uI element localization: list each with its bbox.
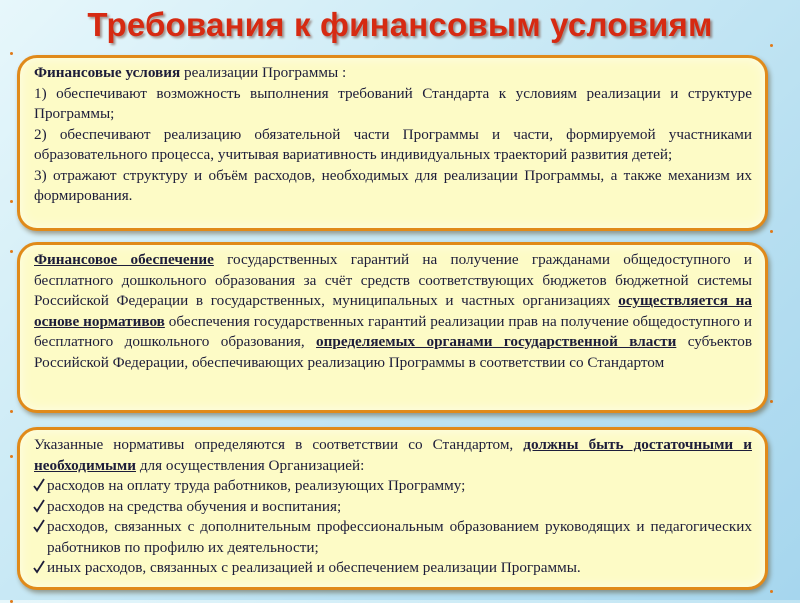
- panel2-term: Финансовое обеспечение: [34, 251, 214, 268]
- decorative-dots-left: [10, 40, 16, 600]
- panel3-list-item-text: расходов на средства обучения и воспитания;: [47, 497, 342, 515]
- panel3-emphasis: должны быть достаточными и необходимыми: [34, 436, 752, 474]
- panel1-item-2: 2) обеспечивают реализацию обязательной части Программы и части, формируемой участниками образовательного процесса, учитывая вариативность индивидуальных траекторий развития детей;: [34, 125, 752, 163]
- panel2-emphasis-authorities: определяемых органами государственной власти: [316, 333, 677, 350]
- panel3-intro-end: для осуществления Организацией:: [136, 456, 365, 474]
- panel3-intro-text: Указанные нормативы определяются в соответствии со Стандартом,: [34, 436, 524, 453]
- decorative-dots-right: [770, 40, 776, 600]
- financial-conditions-panel: [17, 55, 768, 231]
- financial-support-panel: [17, 242, 768, 413]
- panel2-text-2: обеспечения государственных гарантий реализации прав на получение общедоступного и бесплатного дошкольного образования,: [34, 312, 752, 350]
- standards-panel: [17, 427, 768, 590]
- checkmark-icon: [33, 477, 45, 493]
- panel3-list-item: [34, 517, 752, 558]
- checkmark-icon: [33, 559, 45, 575]
- panel3-intro: [34, 435, 752, 476]
- slide-title: Требования к финансовым условиям: [87, 6, 713, 43]
- panel3-list-item: [34, 476, 752, 497]
- panel3-list-item: [34, 497, 752, 518]
- panel3-list-item: [34, 558, 752, 579]
- panel2-paragraph: [34, 250, 752, 373]
- panel1-item-1: 1) обеспечивают возможность выполнения требований Стандарта к условиям реализации и структуре Программы;: [34, 84, 752, 122]
- panel3-list-item-text: иных расходов, связанных с реализацией и обеспечением реализации Программы.: [47, 559, 581, 576]
- panel1-lead-bold: Финансовые условия: [34, 64, 181, 81]
- panel1-lead: [34, 63, 752, 84]
- panel3-list-item-text: расходов, связанных с дополнительным профессиональным образованием руководящих и педагогических работников по профилю их деятельности;: [47, 518, 752, 556]
- panel2-emphasis-norms: осуществляется на основе нормативов: [34, 292, 752, 330]
- panel1-item-3: 3) отражают структуру и объём расходов, необходимых для реализации Программы, а также механизм их формирования.: [34, 166, 752, 204]
- checkmark-icon: [33, 498, 45, 514]
- panel2-text-3: субъектов Российской Федерации, обеспечивающих реализацию Программы в соответствии со Стандартом: [34, 333, 752, 371]
- panel2-text-1: государственных гарантий на получение гражданами общедоступного и бесплатного дошкольного образования за счёт средств соответствующих бюджетов бюджетной системы Российской Федерации в государственных, муниципальных и частных организациях: [34, 251, 752, 309]
- panel1-lead-rest: реализации Программы :: [180, 64, 347, 81]
- checkmark-icon: [33, 518, 45, 534]
- panel3-list-item-text: расходов на оплату труда работников, реализующих Программу;: [47, 477, 466, 494]
